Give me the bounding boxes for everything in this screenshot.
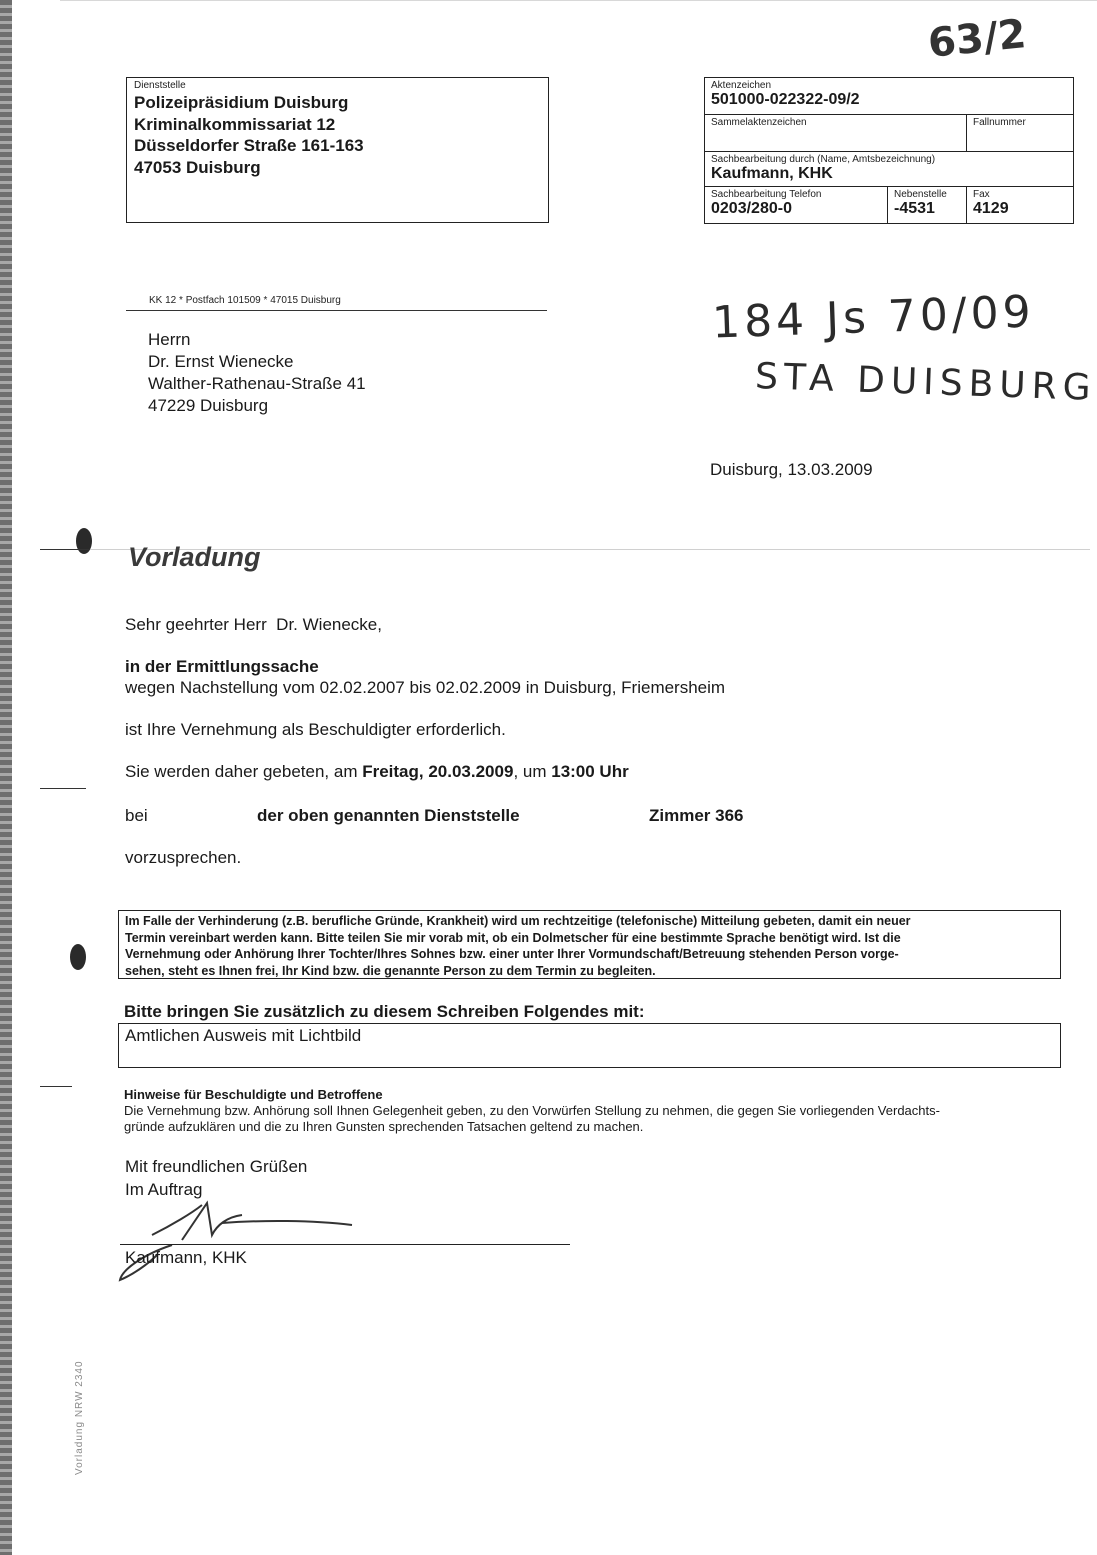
nebenstelle-cell: [888, 187, 967, 223]
sender-line: Düsseldorfer Straße 161-163: [134, 136, 364, 155]
salutation: Sehr geehrter Herr Dr. Wienecke,: [125, 615, 382, 634]
scan-top-edge: [60, 0, 1097, 1]
location-room: Zimmer 366: [649, 806, 744, 825]
notice-box: [118, 910, 1061, 979]
notice-line: Im Falle der Verhinderung (z.B. berufliche Gründe, Krankheit) wird um rechtzeitige (telefonische) Mitteilung gebeten, damit ein neuer: [125, 914, 911, 928]
letter-date: Duisburg, 13.03.2009: [710, 460, 873, 479]
recipient-address: [148, 329, 366, 417]
aktenzeichen-label: Aktenzeichen: [711, 80, 772, 91]
scan-binder-edge: [0, 0, 12, 1555]
appointment-prefix: Sie werden daher gebeten, am: [125, 762, 363, 781]
sachbearbeitung-cell: [705, 152, 1073, 187]
handwritten-case-number: 184 Js 70/09: [711, 286, 1036, 349]
notice-line: Vernehmung oder Anhörung Ihrer Tochter/Ihres Sohnes bzw. einer unter Ihrer Vormundschaft/Betreuung stehenden Person vorge-: [125, 947, 899, 961]
fax-label: Fax: [973, 189, 990, 200]
hinweise-heading: Hinweise für Beschuldigte und Betroffene: [124, 1087, 383, 1102]
fax-value: 4129: [973, 200, 1009, 217]
fold-mark: [40, 1086, 72, 1087]
telefon-value: 0203/280-0: [711, 200, 792, 217]
sender-line: Polizeipräsidium Duisburg: [134, 93, 349, 112]
closing-line: Mit freundlichen Grüßen: [125, 1157, 308, 1176]
recipient-line: Herrn: [148, 330, 191, 349]
fallnummer-label: Fallnummer: [973, 117, 1026, 128]
sachbearbeitung-label: Sachbearbeitung durch (Name, Amtsbezeichnung): [711, 154, 936, 165]
bring-box: [118, 1023, 1061, 1068]
punch-hole: [70, 944, 86, 970]
signer-name: Kaufmann, KHK: [125, 1248, 247, 1267]
hinweise-line: Die Vernehmung bzw. Anhörung soll Ihnen Gelegenheit geben, zu den Vorwürfen Stellung zu nehmen, die gegen Sie vorliegenden Verdachts-: [124, 1103, 940, 1118]
sender-box: [126, 77, 549, 223]
handwritten-prosecutor: STA DUISBURG: [754, 356, 1097, 409]
document-title: Vorladung: [128, 542, 261, 572]
nebenstelle-label: Nebenstelle: [894, 189, 947, 200]
notice-line: sehen, steht es Ihnen frei, Ihr Kind bzw. die genannte Person zu dem Termin zu begleiten.: [125, 963, 656, 978]
appointment-line: [125, 762, 629, 782]
form-id: Vorladung NRW 2340: [74, 1360, 85, 1475]
aktenzeichen-value: 501000-022322-09/2: [711, 91, 860, 108]
recipient-line: 47229 Duisburg: [148, 396, 269, 415]
recipient-line: Walther-Rathenau-Straße 41: [148, 374, 366, 393]
notice-line: Termin vereinbart werden kann. Bitte teilen Sie mir vorab mit, ob ein Dolmetscher für eine bestimmte Sprache benötigt wird. Ist die: [125, 930, 901, 945]
telefon-label: Sachbearbeitung Telefon: [711, 189, 822, 200]
case-text: wegen Nachstellung vom 02.02.2007 bis 02.02.2009 in Duisburg, Friemersheim: [125, 678, 726, 697]
sender-line: 47053 Duisburg: [134, 157, 261, 177]
sachbearbeitung-value: Kaufmann, KHK: [711, 165, 833, 182]
recipient-line: Dr. Ernst Wienecke: [148, 352, 294, 371]
return-address-rule: [126, 310, 547, 311]
sammel-cell: [705, 115, 967, 152]
case-heading: in der Ermittlungssache: [125, 657, 319, 676]
case-info-box: [704, 77, 1074, 224]
sender-line: Kriminalkommissariat 12: [134, 114, 336, 134]
fax-cell: [967, 187, 1073, 223]
fold-mark: [40, 788, 86, 789]
handwritten-page-number: 63/2: [925, 10, 1029, 68]
appointment-middle: , um: [513, 762, 552, 781]
signature-line: [120, 1244, 570, 1245]
bring-heading: Bitte bringen Sie zusätzlich zu diesem Schreiben Folgendes mit:: [124, 1002, 645, 1021]
hinweise-line: gründe aufzuklären und die zu Ihren Gunsten sprechenden Tatsachen geltend zu machen.: [124, 1119, 644, 1134]
appointment-time: 13:00 Uhr: [551, 762, 629, 781]
appointment-date: Freitag, 20.03.2009: [362, 762, 514, 781]
sammel-label: Sammelaktenzeichen: [711, 117, 807, 128]
closing-line: Im Auftrag: [125, 1180, 203, 1199]
location-bei: bei: [125, 806, 148, 825]
signature-scribble: [112, 1195, 362, 1290]
sender-label: Dienststelle: [134, 80, 186, 91]
punch-hole: [76, 528, 92, 554]
requirement-text: ist Ihre Vernehmung als Beschuldigter erforderlich.: [125, 720, 506, 739]
bring-item: Amtlichen Ausweis mit Lichtbild: [125, 1026, 362, 1045]
fallnummer-cell: [967, 115, 1073, 152]
fold-mark: [40, 549, 90, 550]
aktenzeichen-cell: [705, 78, 1073, 115]
location-place: der oben genannten Dienststelle: [257, 806, 520, 825]
sender-address: [134, 92, 364, 178]
return-address: KK 12 * Postfach 101509 * 47015 Duisburg: [149, 295, 341, 306]
telefon-cell: [705, 187, 888, 223]
nebenstelle-value: -4531: [894, 200, 935, 217]
vorzusprechen-text: vorzusprechen.: [125, 848, 242, 867]
hinweise-section: [124, 1087, 940, 1135]
